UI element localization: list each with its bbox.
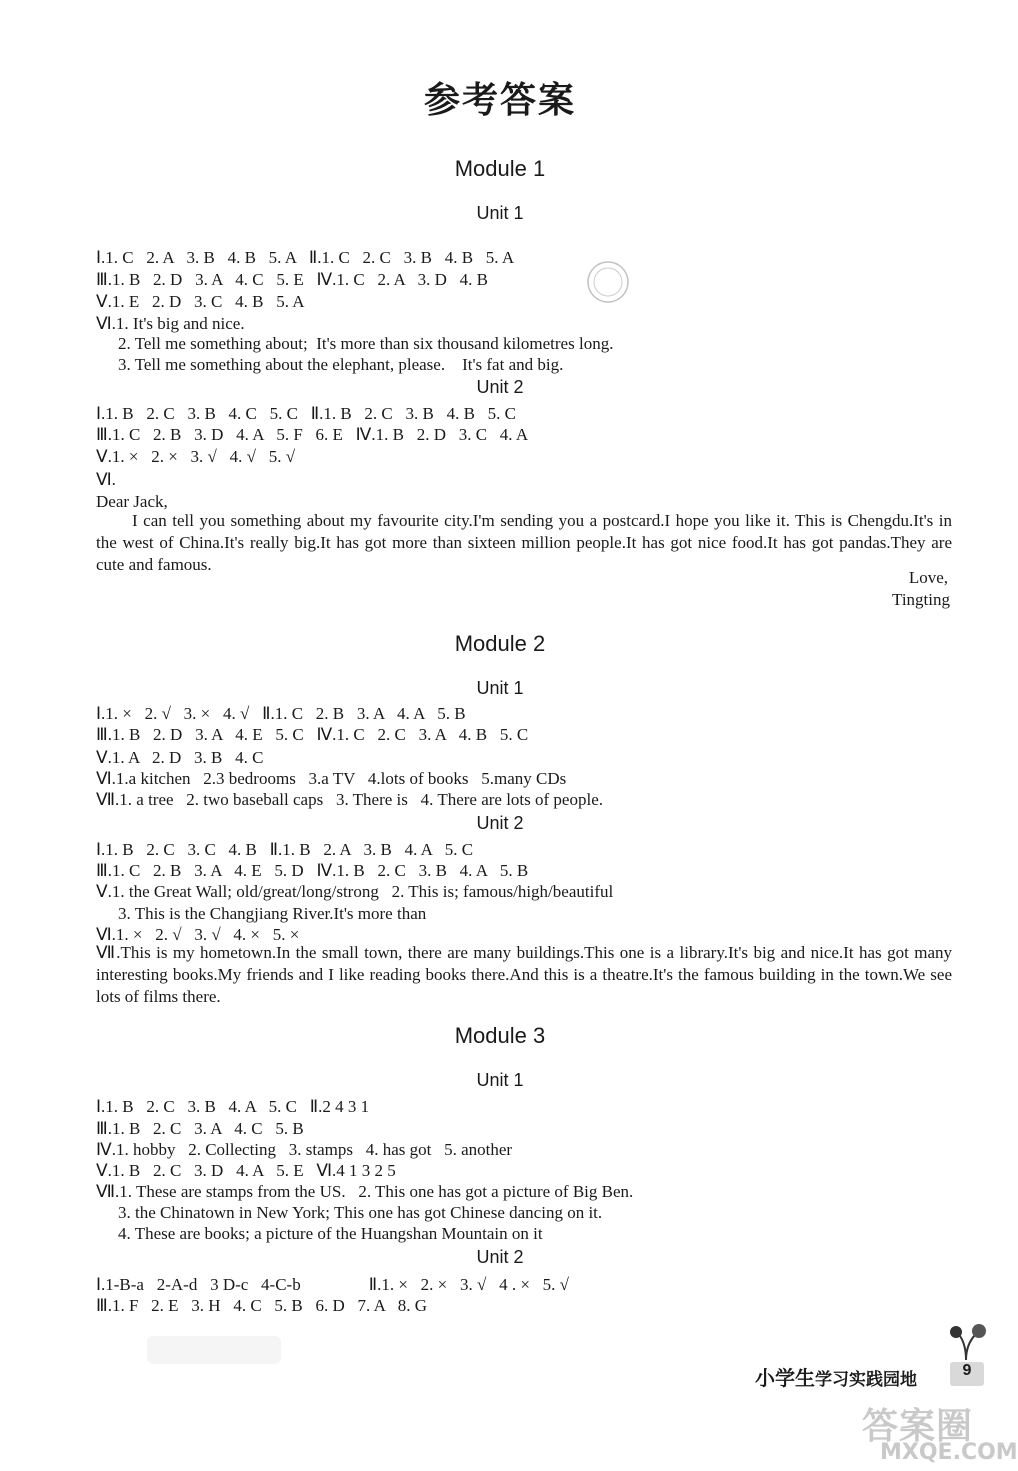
answer-line: Ⅴ.1. E 2. D 3. C 4. B 5. A	[96, 292, 305, 311]
brand-small: 学习实践园地	[815, 1370, 917, 1390]
answer-line: Ⅴ.1. × 2. × 3. √ 4. √ 5. √	[96, 447, 296, 466]
letter-closing: Love,	[908, 568, 948, 587]
answer-line: Ⅴ.1. A 2. D 3. B 4. C	[96, 748, 264, 767]
module-1-unit-1-heading: Unit 1	[476, 203, 524, 223]
answer-line: Ⅵ.	[96, 470, 116, 489]
answer-line: Ⅲ.1. C 2. B 3. A 4. E 5. D Ⅳ.1. B 2. C 3. B 4. A 5. B	[96, 861, 529, 880]
answer-line: Ⅶ.1. a tree 2. two baseball caps 3. There is 4. There are lots of people.	[96, 790, 603, 809]
module-3-heading: Module 3	[454, 1023, 546, 1048]
answer-line: Ⅰ.1. B 2. C 3. C 4. B Ⅱ.1. B 2. A 3. B 4. A 5. C	[96, 840, 474, 859]
answer-line: Ⅳ.1. hobby 2. Collecting 3. stamps 4. has got 5. another	[96, 1140, 513, 1159]
watermark-main: 答案圈	[862, 1406, 974, 1447]
module-2-heading: Module 2	[454, 631, 546, 656]
answer-line: Ⅵ.1.a kitchen 2.3 bedrooms 3.a TV 4.lots of books 5.many CDs	[96, 769, 567, 788]
answer-line: 2. Tell me something about; It's more than six thousand kilometres long.	[118, 334, 614, 353]
answer-line: Ⅲ.1. B 2. C 3. A 4. C 5. B	[96, 1119, 304, 1138]
letter-greeting: Dear Jack,	[96, 492, 168, 511]
page-number: 9	[950, 1362, 984, 1386]
answer-line: 3. the Chinatown in New York; This one has got Chinese dancing on it.	[118, 1203, 603, 1222]
answer-line: 3. This is the Changjiang River.It's more than	[118, 904, 427, 923]
faded-stamp-icon	[145, 1330, 285, 1370]
watermark-url: MXQE.COM	[880, 1440, 1018, 1465]
answer-line: Ⅲ.1. C 2. B 3. D 4. A 5. F 6. E Ⅳ.1. B 2. D 3. C 4. A	[96, 425, 529, 444]
module-3-unit-2-heading: Unit 2	[476, 1247, 524, 1267]
module-1-heading: Module 1	[454, 156, 546, 181]
page-title: 参考答案	[423, 80, 576, 121]
letter-signature: Tingting	[892, 590, 950, 609]
answer-line: Ⅰ.1. B 2. C 3. B 4. A 5. C Ⅱ.2 4 3 1	[96, 1097, 370, 1116]
answer-line: Ⅰ.1. × 2. √ 3. × 4. √ Ⅱ.1. C 2. B 3. A 4. A 5. B	[96, 704, 466, 723]
answer-line: 4. These are books; a picture of the Huangshan Mountain on it	[118, 1224, 543, 1243]
answer-line: 3. Tell me something about the elephant, please. It's fat and big.	[118, 355, 564, 374]
letter-body	[96, 510, 952, 576]
answer-line: Ⅰ.1. C 2. A 3. B 4. B 5. A Ⅱ.1. C 2. C 3. B 4. B 5. A	[96, 248, 515, 267]
letter-text: I can tell you something about my favourite city.I'm sending you a postcard.I hope you like it. This is Chengdu.It's in the west of China.It's really big.It has got more than sixteen million people.It has got nice food.It has got pandas.They are cute and famous.	[96, 511, 952, 574]
module-2-unit-2-heading: Unit 2	[476, 813, 524, 833]
sprout-logo-icon	[942, 1322, 990, 1362]
footer-brand	[755, 1362, 917, 1391]
module-3-unit-1-heading: Unit 1	[476, 1070, 524, 1090]
module-1-unit-2-heading: Unit 2	[476, 377, 524, 397]
answer-line: Ⅴ.1. the Great Wall; old/great/long/strong 2. This is; famous/high/beautiful	[96, 882, 614, 901]
answer-line: Ⅲ.1. B 2. D 3. A 4. C 5. E Ⅳ.1. C 2. A 3. D 4. B	[96, 270, 489, 289]
module-2-unit-1-heading: Unit 1	[476, 678, 524, 698]
seal-stamp-icon	[584, 258, 632, 306]
answer-line: Ⅶ.1. These are stamps from the US. 2. This one has got a picture of Big Ben.	[96, 1182, 634, 1201]
answer-line: Ⅵ.1. × 2. √ 3. √ 4. × 5. ×	[96, 925, 300, 944]
answer-line: Ⅴ.1. B 2. C 3. D 4. A 5. E Ⅵ.4 1 3 2 5	[96, 1161, 396, 1180]
answer-line: Ⅵ.1. It's big and nice.	[96, 314, 245, 333]
essay-paragraph: Ⅶ.This is my hometown.In the small town, there are many buildings.This one is a library.It's big and nice.It has got many interesting books.My friends and I like reading books there.And this is a theatre.It's the famous building in the town.We see lots of films there.	[96, 943, 952, 1006]
brand-big: 小学生	[755, 1366, 815, 1390]
answer-line: Ⅰ.1-B-a 2-A-d 3 D-c 4-C-b Ⅱ.1. × 2. × 3. √ 4 . × 5. √	[96, 1275, 570, 1294]
answer-line: Ⅲ.1. F 2. E 3. H 4. C 5. B 6. D 7. A 8. G	[96, 1296, 427, 1315]
answer-line: Ⅰ.1. B 2. C 3. B 4. C 5. C Ⅱ.1. B 2. C 3. B 4. B 5. C	[96, 404, 517, 423]
answer-line: Ⅲ.1. B 2. D 3. A 4. E 5. C Ⅳ.1. C 2. C 3. A 4. B 5. C	[96, 725, 529, 744]
